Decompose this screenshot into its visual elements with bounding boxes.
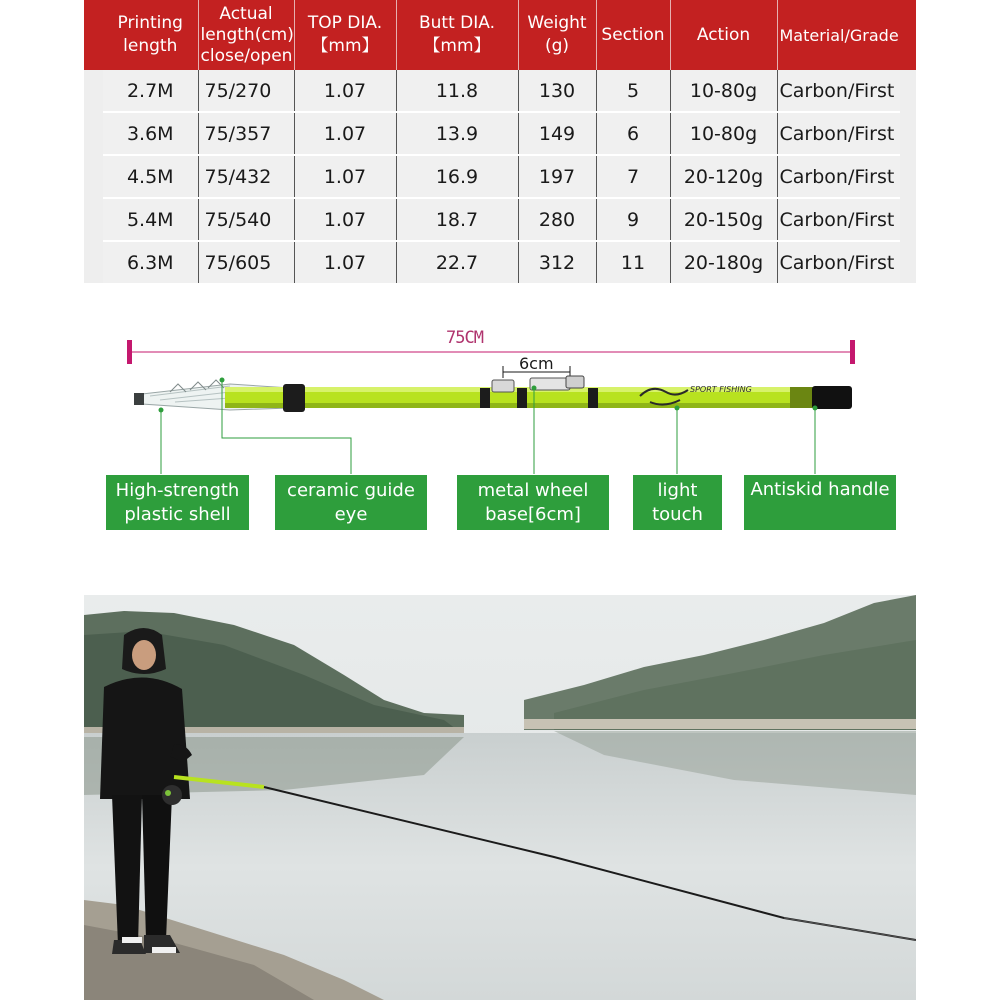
cell-actual-length: 75/605 xyxy=(198,241,294,284)
fishing-rod xyxy=(134,376,852,412)
cell-actual-length: 75/270 xyxy=(198,70,294,112)
cell-section: 11 xyxy=(596,241,670,284)
feature-metal-wheel-base: metal wheel base[6cm] xyxy=(456,474,610,531)
cell-section: 6 xyxy=(596,112,670,155)
cell-material: Carbon/First xyxy=(777,198,900,241)
lake-scene-image xyxy=(84,595,916,1000)
cell-section: 7 xyxy=(596,155,670,198)
cell-butt-dia: 13.9 xyxy=(396,112,518,155)
total-length-dimension xyxy=(127,340,855,364)
table-row xyxy=(103,198,900,241)
feature-light-touch: light touch xyxy=(632,474,723,531)
cell-printing-length: 5.4M xyxy=(103,198,198,241)
header-top-dia: TOP DIA. 【mm】 xyxy=(294,0,396,70)
cell-actual-length: 75/540 xyxy=(198,198,294,241)
cell-printing-length: 2.7M xyxy=(103,70,198,112)
spec-table-header-row xyxy=(103,0,900,70)
cell-section: 9 xyxy=(596,198,670,241)
cell-butt-dia: 16.9 xyxy=(396,155,518,198)
cell-action: 20-180g xyxy=(670,241,777,284)
cell-action: 10-80g xyxy=(670,112,777,155)
cell-printing-length: 6.3M xyxy=(103,241,198,284)
header-actual-length: Actual length(cm) close/open xyxy=(198,0,294,70)
table-row xyxy=(103,70,900,112)
table-left-edge xyxy=(84,0,103,283)
header-weight: Weight (g) xyxy=(518,0,596,70)
cell-butt-dia: 22.7 xyxy=(396,241,518,284)
cell-top-dia: 1.07 xyxy=(294,198,396,241)
cell-weight: 197 xyxy=(518,155,596,198)
cell-action: 20-150g xyxy=(670,198,777,241)
cell-top-dia: 1.07 xyxy=(294,155,396,198)
cell-material: Carbon/First xyxy=(777,70,900,112)
cell-top-dia: 1.07 xyxy=(294,70,396,112)
feature-ceramic-guide: ceramic guide eye xyxy=(274,474,428,531)
table-row xyxy=(103,241,900,284)
cell-printing-length: 3.6M xyxy=(103,112,198,155)
cell-material: Carbon/First xyxy=(777,155,900,198)
cell-section: 5 xyxy=(596,70,670,112)
cell-top-dia: 1.07 xyxy=(294,112,396,155)
cell-weight: 149 xyxy=(518,112,596,155)
cell-action: 10-80g xyxy=(670,70,777,112)
cell-actual-length: 75/432 xyxy=(198,155,294,198)
cell-weight: 312 xyxy=(518,241,596,284)
feature-plastic-shell: High-strength plastic shell xyxy=(105,474,250,531)
header-action: Action xyxy=(670,0,777,70)
header-material-grade: Material/Grade xyxy=(777,0,900,70)
spec-table xyxy=(103,0,900,285)
seat-length-label: 6cm xyxy=(519,354,554,373)
cell-butt-dia: 18.7 xyxy=(396,198,518,241)
total-length-label: 75CM xyxy=(446,328,483,348)
rod-brand-text: SPORT FISHING xyxy=(690,385,752,394)
cell-weight: 130 xyxy=(518,70,596,112)
cell-top-dia: 1.07 xyxy=(294,241,396,284)
cell-material: Carbon/First xyxy=(777,241,900,284)
cell-weight: 280 xyxy=(518,198,596,241)
rod-diagram xyxy=(0,300,1000,560)
table-row xyxy=(103,155,900,198)
cell-action: 20-120g xyxy=(670,155,777,198)
header-printing-length: Printing length xyxy=(103,0,198,70)
table-row xyxy=(103,112,900,155)
cell-actual-length: 75/357 xyxy=(198,112,294,155)
feature-antiskid-handle: Antiskid handle xyxy=(743,474,897,531)
header-section: Section xyxy=(596,0,670,70)
cell-material: Carbon/First xyxy=(777,112,900,155)
fishing-lake-photo xyxy=(84,595,916,1000)
cell-printing-length: 4.5M xyxy=(103,155,198,198)
header-butt-dia: Butt DIA. 【mm】 xyxy=(396,0,518,70)
cell-butt-dia: 11.8 xyxy=(396,70,518,112)
table-right-edge xyxy=(900,0,916,283)
